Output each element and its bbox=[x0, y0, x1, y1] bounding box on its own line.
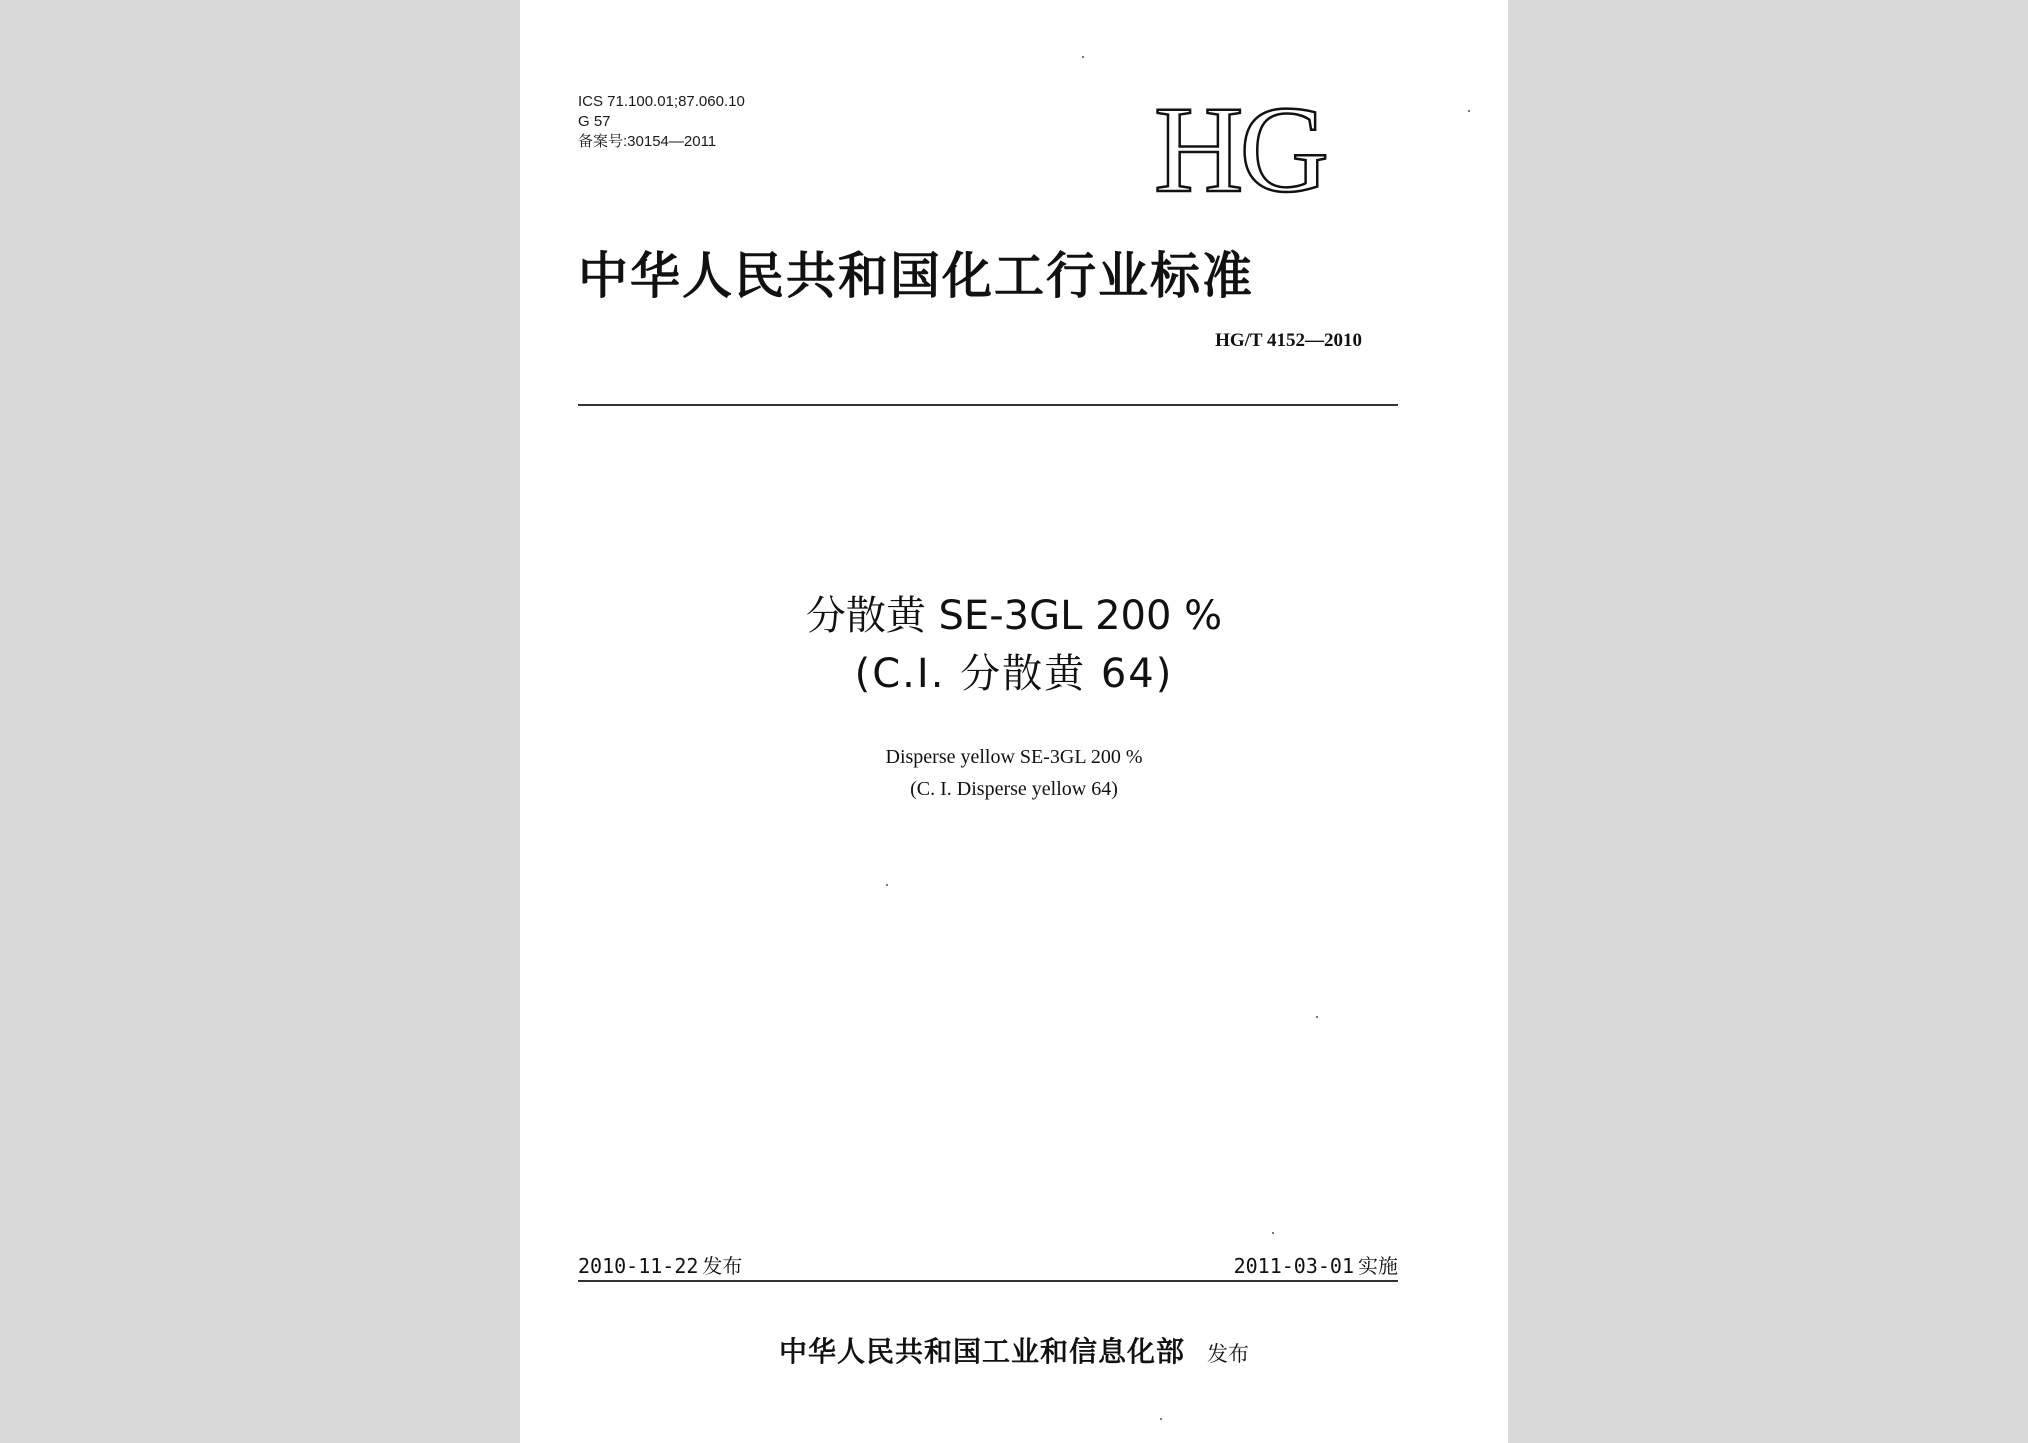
title-en-line1: Disperse yellow SE-3GL 200 % bbox=[885, 746, 1143, 768]
scan-speck bbox=[1468, 110, 1470, 112]
publisher-org: 中华人民共和国工业和信息化部 bbox=[778, 1335, 1185, 1368]
scan-speck bbox=[1316, 1016, 1318, 1018]
issue-date-block bbox=[578, 1250, 742, 1279]
ccs-code: G 57 bbox=[578, 113, 611, 130]
effective-date: 2011-03-01 bbox=[1233, 1254, 1354, 1278]
title-en-line2: (C. I. Disperse yellow 64) bbox=[910, 778, 1118, 800]
standard-code: HG/T 4152—2010 bbox=[1215, 330, 1362, 351]
standard-title: 中华人民共和国化工行业标准 bbox=[578, 247, 1254, 305]
title-zh-line2: (C.I. 分散黄 64) bbox=[854, 651, 1174, 697]
title-zh-line1: 分散黄 SE-3GL 200 % bbox=[805, 593, 1223, 639]
scan-speck bbox=[1160, 1418, 1162, 1420]
record-number: 备案号:30154—2011 bbox=[578, 133, 717, 150]
document-page bbox=[520, 0, 1508, 1443]
classification-block bbox=[578, 92, 745, 152]
bottom-divider bbox=[578, 1280, 1398, 1282]
scan-speck bbox=[1272, 1232, 1274, 1234]
scan-speck bbox=[886, 884, 888, 886]
hg-logo: HG bbox=[1154, 81, 1326, 218]
issue-label: 发布 bbox=[702, 1254, 743, 1278]
effective-date-block bbox=[1234, 1250, 1398, 1279]
publisher-line bbox=[520, 1330, 1508, 1370]
effective-label: 实施 bbox=[1358, 1254, 1398, 1278]
issue-date: 2010-11-22 bbox=[578, 1254, 699, 1278]
ics-code: ICS 71.100.01;87.060.10 bbox=[578, 93, 745, 110]
publisher-action: 发布 bbox=[1207, 1342, 1249, 1366]
top-divider bbox=[578, 404, 1398, 406]
scan-speck bbox=[1082, 56, 1084, 58]
